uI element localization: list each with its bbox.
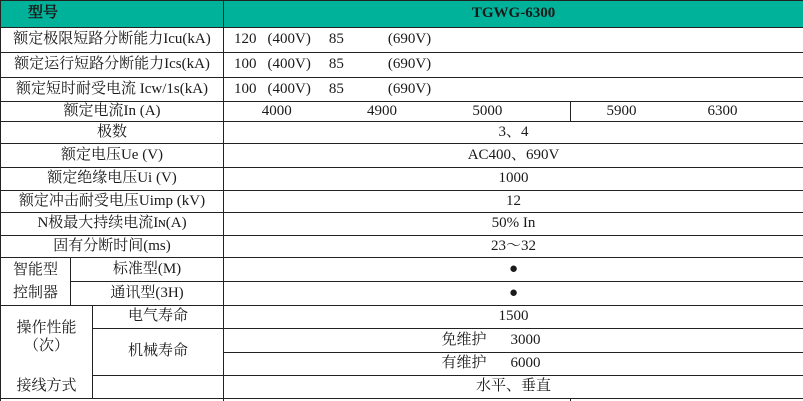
operation-label-line2: （次） — [23, 338, 69, 354]
rated-voltage-label: 额定电压Ue (V) — [1, 144, 224, 168]
rated-current-group1 — [224, 102, 571, 122]
ics-values — [224, 53, 803, 78]
breaking-time-label: 固有分断时间(ms) — [1, 236, 224, 258]
poles-label: 极数 — [1, 122, 224, 144]
row-poles — [1, 122, 803, 144]
n-pole-current-value: 50% In — [224, 213, 803, 236]
controller-label-line2: 控制器 — [12, 284, 58, 301]
model-header-value: TGWG-6300 — [224, 1, 803, 28]
rated-current-label: 额定电流In (A) — [1, 102, 224, 122]
icw-unit-400v: (400V) — [267, 80, 311, 97]
partial-cell-left — [1, 399, 224, 401]
model-header-label: 型号 — [1, 1, 224, 28]
row-maintenance-free — [1, 329, 803, 353]
operation-label-line1: 操作性能 — [16, 320, 77, 336]
row-rated-current — [1, 102, 803, 122]
row-partial-bottom — [1, 399, 803, 401]
row-icw — [1, 78, 803, 102]
operation-label — [1, 319, 92, 355]
row-controller-standard — [1, 258, 803, 282]
wiring-label: 接线方式 — [16, 378, 77, 394]
maintained-value: 6000 — [510, 355, 541, 372]
row-insulation-voltage — [1, 168, 803, 191]
row-electrical-life — [1, 306, 803, 329]
maintained-cell — [224, 353, 803, 376]
impulse-voltage-value: 12 — [224, 191, 803, 213]
icu-label: 额定极限短路分断能力Icu(kA) — [1, 28, 224, 53]
rated-voltage-value: AC400、690V — [224, 144, 803, 168]
maintenance-free-value: 3000 — [510, 331, 541, 348]
controller-standard-label: 标准型(M) — [71, 258, 224, 282]
controller-label-line1: 智能型 — [12, 261, 58, 278]
controller-communication-label: 通讯型(3H) — [71, 282, 224, 306]
header-row — [1, 1, 803, 28]
rated-current-5000: 5000 — [472, 102, 503, 119]
rated-current-4000: 4000 — [261, 102, 292, 119]
icu-values — [224, 28, 803, 53]
rated-current-4900: 4900 — [367, 102, 398, 119]
icu-value-690v: 85 — [328, 31, 344, 48]
breaking-time-value: 23～32 — [224, 236, 803, 258]
wiring-value: 水平、垂直 — [224, 376, 803, 399]
maintained-label: 有维护 — [441, 355, 487, 372]
mechanical-life-label: 机械寿命 — [93, 329, 224, 376]
rated-current-group2 — [571, 102, 803, 122]
n-pole-current-label: N极最大持续电流Iɴ(A) — [1, 213, 224, 236]
row-impulse-voltage — [1, 191, 803, 213]
icu-unit-690v: (690V) — [387, 31, 432, 48]
maintenance-free-cell — [224, 329, 803, 353]
icu-unit-400v: (400V) — [267, 31, 311, 48]
electrical-life-value: 1500 — [224, 306, 803, 329]
operation-wiring-label-cell — [1, 306, 93, 399]
row-rated-voltage — [1, 144, 803, 168]
controller-communication-bullet: ● — [224, 282, 803, 306]
row-n-pole-current — [1, 213, 803, 236]
icw-value-400v: 100 — [234, 80, 257, 97]
ics-value-400v: 100 — [234, 56, 257, 73]
rated-current-6300: 6300 — [707, 102, 738, 119]
row-wiring — [1, 376, 803, 399]
row-breaking-time — [1, 236, 803, 258]
ics-unit-690v: (690V) — [387, 56, 432, 73]
icw-value-690v: 85 — [328, 80, 344, 97]
ics-label: 额定运行短路分断能力Ics(kA) — [1, 53, 224, 78]
electrical-life-label: 电气寿命 — [93, 306, 224, 329]
icw-values — [224, 78, 803, 102]
icw-unit-690v: (690V) — [387, 80, 432, 97]
controller-standard-bullet: ● — [224, 258, 803, 282]
maintenance-free-label: 免维护 — [441, 331, 487, 348]
partial-cell-right — [571, 399, 803, 401]
rated-current-5900: 5900 — [606, 102, 637, 119]
icw-label: 额定短时耐受电流 Icw/1s(kA) — [1, 78, 224, 102]
poles-value: 3、4 — [224, 122, 803, 144]
row-icu — [1, 28, 803, 53]
wiring-sub-cell-empty — [93, 376, 224, 399]
impulse-voltage-label: 额定冲击耐受电压Uimp (kV) — [1, 191, 224, 213]
insulation-voltage-value: 1000 — [224, 168, 803, 191]
row-ics — [1, 53, 803, 78]
ics-value-690v: 85 — [328, 56, 344, 73]
insulation-voltage-label: 额定绝缘电压Ui (V) — [1, 168, 224, 191]
row-controller-communication — [1, 282, 803, 306]
ics-unit-400v: (400V) — [267, 56, 311, 73]
partial-cell-mid — [224, 399, 571, 401]
controller-label — [1, 258, 71, 306]
icu-value-400v: 120 — [234, 31, 257, 48]
